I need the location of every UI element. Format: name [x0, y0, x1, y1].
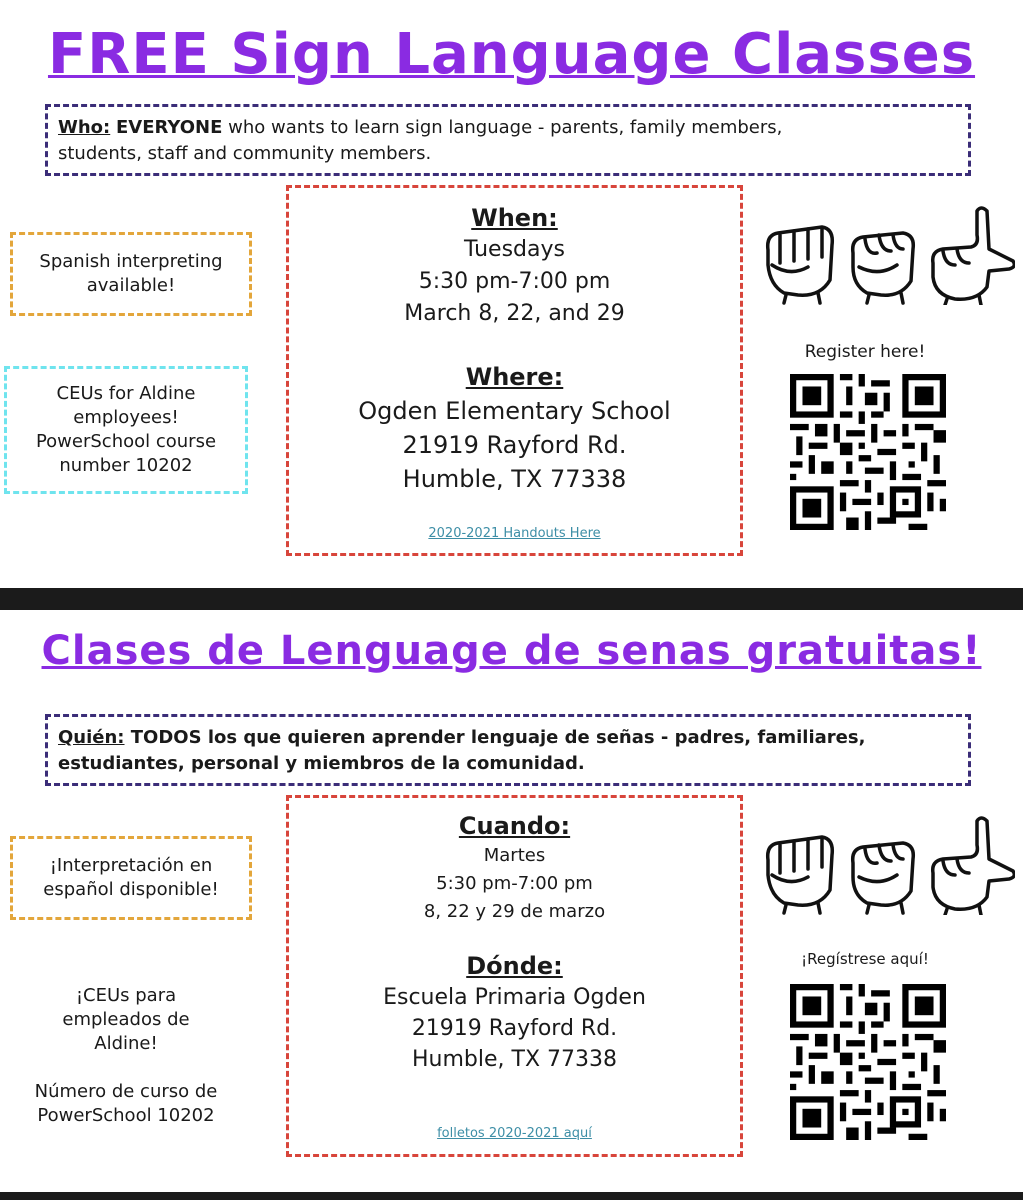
who-box — [45, 104, 971, 176]
register-label-spanish: ¡Regístrese aquí! — [801, 950, 929, 968]
spanish-flyer — [0, 610, 1023, 1192]
ceus-box — [4, 366, 248, 494]
when-heading: When: — [471, 204, 558, 232]
who-label-spanish: Quién: — [58, 727, 125, 748]
handouts-link[interactable]: 2020-2021 Handouts Here — [428, 526, 601, 541]
ceus-line3: PowerSchool course — [35, 431, 217, 452]
handouts-link-spanish[interactable]: folletos 2020-2021 aquí — [437, 1126, 592, 1141]
interpreting-box — [10, 232, 252, 316]
ceus-line5-spanish: PowerSchool 10202 — [37, 1105, 215, 1126]
page-title: FREE Sign Language Classes — [47, 22, 976, 87]
asl-fingerspelling-icon — [760, 205, 1015, 305]
when-dates-spanish: 8, 22 y 29 de marzo — [423, 901, 606, 922]
where-street: 21919 Rayford Rd. — [402, 431, 627, 459]
page-title-spanish: Clases de Lenguage de senas gratuitas! — [41, 628, 982, 674]
who-line1-spanish: TODOS los que quieren aprender lenguaje de señas - padres, familiares, — [124, 727, 866, 748]
details-box-spanish — [286, 795, 743, 1157]
where-name-spanish: Escuela Primaria Ogden — [383, 985, 646, 1010]
ceus-line4: number 10202 — [59, 455, 193, 476]
qr-code-icon[interactable] — [790, 984, 946, 1140]
ceus-box-spanish — [4, 984, 248, 1128]
who-box-spanish — [45, 714, 971, 786]
interpreting-line2: available! — [86, 275, 176, 296]
interpreting-line1-spanish: ¡Interpretación en — [49, 855, 213, 876]
details-box — [286, 185, 743, 556]
qr-code-icon[interactable] — [790, 374, 946, 530]
asl-fingerspelling-icon — [760, 815, 1015, 915]
ceus-line2-spanish: empleados de — [62, 1009, 190, 1030]
who-label: Who: — [58, 117, 111, 138]
who-line1: who wants to learn sign language - parents, family members, — [222, 117, 783, 138]
when-time-spanish: 5:30 pm-7:00 pm — [436, 873, 593, 894]
where-city: Humble, TX 77338 — [402, 465, 627, 493]
ceus-line4-spanish: Número de curso de — [34, 1081, 218, 1102]
who-everyone: EVERYONE — [115, 117, 223, 138]
ceus-line2: employees! — [73, 407, 179, 428]
when-dates: March 8, 22, and 29 — [404, 301, 625, 326]
interpreting-line2-spanish: español disponible! — [43, 879, 219, 900]
when-day-spanish: Martes — [483, 845, 546, 866]
register-label: Register here! — [804, 342, 926, 362]
when-day: Tuesdays — [464, 237, 565, 262]
where-city-spanish: Humble, TX 77338 — [411, 1047, 617, 1072]
where-street-spanish: 21919 Rayford Rd. — [411, 1016, 618, 1041]
when-heading-spanish: Cuando: — [458, 812, 571, 840]
where-heading: Where: — [465, 363, 564, 391]
english-flyer — [0, 0, 1023, 588]
who-line2: students, staff and community members. — [58, 143, 432, 164]
interpreting-box-spanish — [10, 836, 252, 920]
ceus-line3-spanish: Aldine! — [94, 1033, 158, 1054]
ceus-line1-spanish: ¡CEUs para — [75, 985, 177, 1006]
where-heading-spanish: Dónde: — [466, 952, 563, 980]
ceus-line1: CEUs for Aldine — [56, 383, 196, 404]
who-line2-spanish: estudiantes, personal y miembros de la comunidad. — [58, 753, 585, 774]
where-name: Ogden Elementary School — [358, 397, 671, 425]
when-time: 5:30 pm-7:00 pm — [418, 269, 611, 294]
interpreting-line1: Spanish interpreting — [39, 251, 223, 272]
